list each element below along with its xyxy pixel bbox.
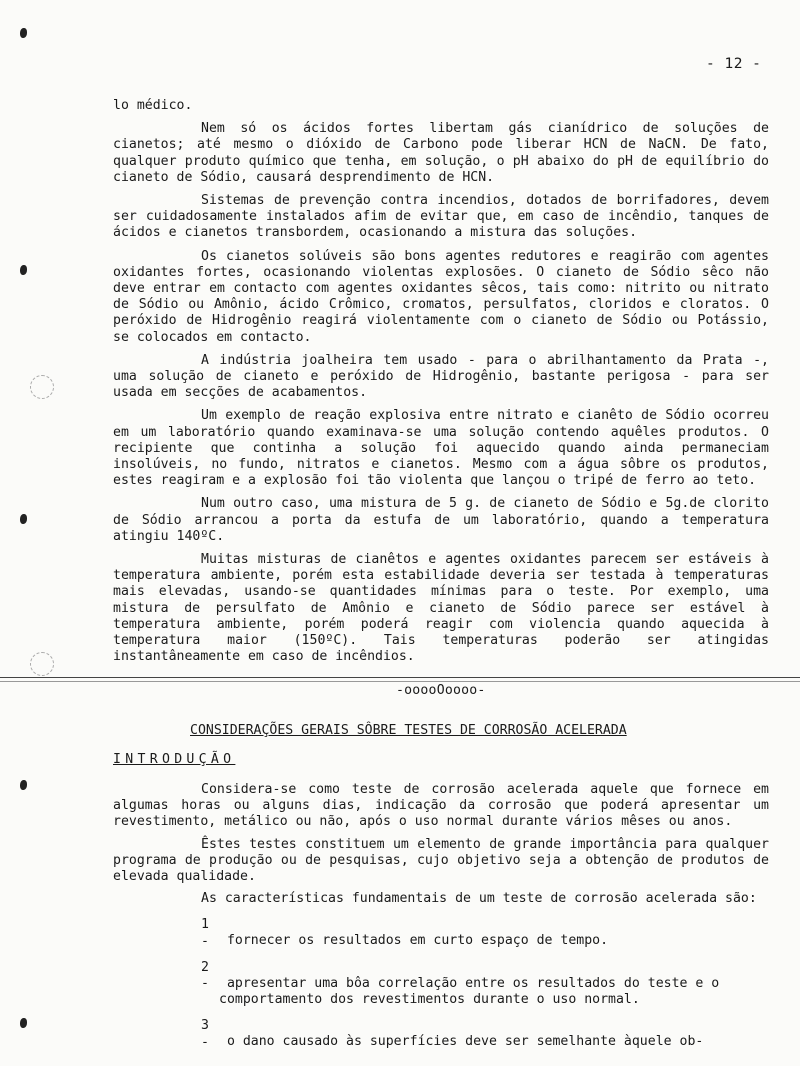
paragraph: Considera-se como teste de corrosão acelerada aquele que fornece em algumas horas ou alguns dias, indicação da corrosão que poderá apresentar um revestimento, metálico ou não, após o uso normal durante vários mêses ou anos. (113, 782, 769, 830)
paragraph: Os cianetos solúveis são bons agentes redutores e reagirão com agentes oxidantes fortes, ocasionando violentas explosões. O cianeto de Sódio sêco não deve entrar em contacto com agentes oxidantes sêcos, tais como: nitrito ou nitrato de Sódio ou Amônio, ácido Crômico, cromatos, persulfatos, cloridos e cloratos. O peróxido de Hidrogênio reagirá violentamente com o cianeto de Sódio ou Potássio, se colocados em contacto. (113, 248, 769, 345)
section-separator: -ooooOoooo- (396, 683, 486, 698)
binder-mark (20, 1018, 27, 1028)
list-item (113, 1018, 769, 1050)
page-fold-line (0, 681, 800, 682)
punch-hole (30, 652, 54, 676)
binder-mark (20, 780, 27, 790)
section-subheading: INTRODUÇÃO (113, 752, 236, 767)
paragraph: Muitas misturas de cianêtos e agentes oxidantes parecem ser estáveis à temperatura ambiente, porém esta estabilidade deveria ser testada à temperaturas mais elevadas, usando-se quantidades mínimas para o teste. Por exemplo, uma mistura de persulfato de Amônio e cianeto de Sódio parece ser estável à temperatura ambiente, porém poderá reagir com violencia quando aquecida à temperatura maior (150ºC). Tais temperaturas poderão ser atingidas instantâneamente em caso de incêndios. (113, 552, 769, 665)
list-text: apresentar uma bôa correlação entre os resultados do teste e o comportamento dos revestimentos durante o uso normal. (219, 976, 720, 1008)
section-body-2 (113, 782, 769, 1051)
binder-mark (20, 265, 27, 275)
paragraph: As características fundamentais de um teste de corrosão acelerada são: (201, 891, 757, 907)
list-item (113, 960, 769, 1009)
list-item (113, 917, 769, 949)
paragraph: A indústria joalheira tem usado - para o abrilhantamento da Prata -, uma solução de cianeto e peróxido de Hidrogênio, bastante perigosa - para ser usada em secções de acabamentos. (113, 352, 769, 401)
list-number: 2 - (201, 959, 209, 992)
list-text: fornecer os resultados em curto espaço de tempo. (226, 933, 609, 949)
paragraph: lo médico. (113, 98, 193, 113)
page-fold-line (0, 677, 800, 678)
paragraph: Um exemplo de reação explosiva entre nitrato e cianêto de Sódio ocorreu em um laboratório quando examinava-se uma solução contendo aquêles produtos. O recipiente que continha a solução foi aquecido quando ainda permaneciam insolúveis, no fundo, nitratos e cianetos. Mesmo com a água sôbre os produtos, estes reagiram e a explosão foi tão violenta que lançou o tripé de ferro ao teto. (113, 408, 769, 489)
list-number: 1 - (201, 917, 209, 949)
paragraph: Sistemas de prevenção contra incendios, dotados de borrifadores, devem ser cuidadosamente instalados afim de evitar que, em caso de incêndio, tanques de ácidos e cianetos transbordem, ocasionando a mistura das soluções. (113, 193, 769, 241)
list-number: 3 - (201, 1018, 209, 1050)
paragraph: Nem só os ácidos fortes libertam gás cianídrico de soluções de cianetos; até mesmo o dióxido de Carbono pode liberar HCN de NaCN. De fato, qualquer produto químico que tenha, em solução, o pH abaixo do pH de equilíbrio do cianeto de Sódio, causará desprendimento de HCN. (113, 121, 769, 185)
paragraph: Êstes testes constituem um elemento de grande importância para qualquer programa de produção ou de pesquisas, cujo objetivo seja a obtenção de produtos de elevada qualidade. (113, 836, 769, 885)
punch-hole (30, 375, 54, 399)
section-body-1 (113, 98, 769, 673)
paragraph: Num outro caso, uma mistura de 5 g. de cianeto de Sódio e 5g.de clorito de Sódio arrancou a porta da estufa de um laboratório, quando a temperatura atingiu 140ºC. (113, 496, 769, 544)
list-text: o dano causado às superfícies deve ser semelhante àquele ob- (226, 1034, 704, 1050)
binder-mark (20, 28, 27, 38)
page-number: - 12 - (706, 56, 762, 72)
section-heading: CONSIDERAÇÕES GERAIS SÔBRE TESTES DE CORROSÃO ACELERADA (190, 723, 627, 738)
binder-mark (20, 514, 27, 524)
